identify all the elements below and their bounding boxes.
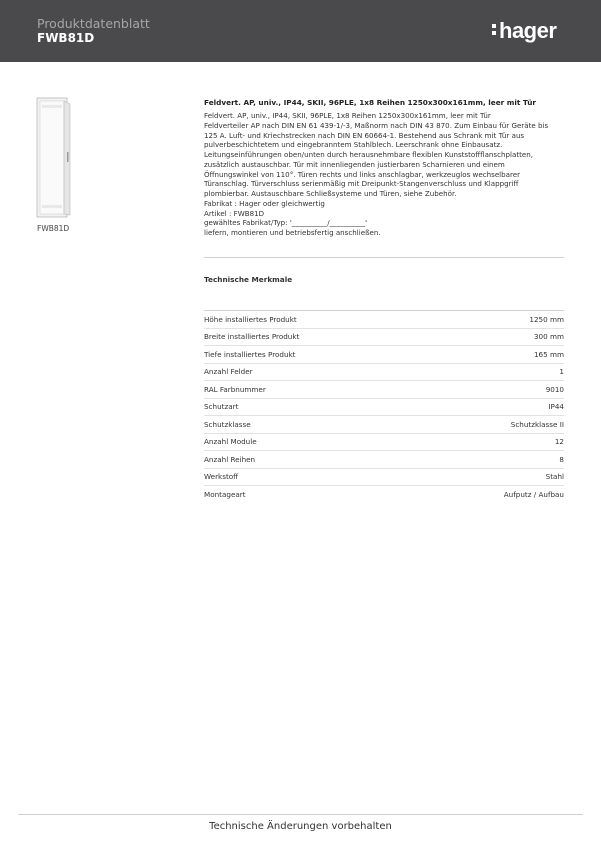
footer-divider: [18, 814, 583, 815]
spec-value: Schutzklasse II: [510, 419, 564, 429]
table-row: [204, 399, 564, 417]
spec-value: IP44: [548, 402, 564, 412]
table-row: [204, 329, 564, 347]
description-line: Feldvert. AP, univ., IP44, SKII, 96PLE, 1x8 Reihen 1250x300x161mm, leer mit Tür: [204, 111, 491, 120]
description-line: pulverbeschichtetem und eingebranntem Stahlblech. Leerschrank ohne Einbausatz.: [204, 140, 503, 150]
product-description-section: [204, 98, 564, 238]
description-line: Artikel : FWB81D: [204, 208, 265, 218]
specs-section-title: Technische Merkmale: [204, 275, 293, 284]
table-row: [204, 311, 564, 329]
table-row: [204, 469, 564, 487]
description-line: gewähltes Fabrikat/Typ: '__________/__________': [204, 218, 368, 228]
description-line: Feldverteiler AP nach DIN EN 61 439-1/-3, Maßnorm nach DIN 43 870. Zum Einbau für Geräte bis: [204, 120, 549, 130]
description-line: 125 A. Luft- und Kriechstrecken nach DIN EN 60664-1. Bestehend aus Schrank mit Tür aus: [204, 130, 525, 140]
specs-table: [204, 310, 564, 503]
table-row: [204, 451, 564, 469]
spec-value: 1250 mm: [529, 314, 564, 324]
section-divider: [204, 257, 564, 258]
description-text: [204, 111, 564, 238]
description-line: Leitungseinführungen oben/unten durch herausnehmbare flexiblen Kunststoffflanschplatten,: [204, 150, 534, 159]
spec-label: RAL Farbnummer: [204, 384, 266, 394]
table-row: [204, 381, 564, 399]
table-row: [204, 346, 564, 364]
description-line: liefern, montieren und betriebsfertig anschließen.: [204, 228, 381, 237]
spec-value: 8: [559, 454, 564, 464]
description-line: plombierbar. Austauschbare Schließsysteme und Türen, siehe Zubehör.: [204, 189, 457, 198]
spec-label: Höhe installiertes Produkt: [204, 314, 297, 324]
footer-note: Technische Änderungen vorbehalten: [209, 821, 392, 832]
product-title: Feldvert. AP, univ., IP44, SKII, 96PLE, 1x8 Reihen 1250x300x161mm, leer mit Tür: [204, 98, 536, 107]
cabinet-image: [34, 97, 74, 219]
description-line: zusätzlich austauschbar. Tür mit innenliegenden justierbaren Scharnieren und einem: [204, 159, 505, 169]
product-code: FWB81D: [37, 31, 95, 45]
table-row: [204, 416, 564, 434]
spec-label: Anzahl Reihen: [204, 454, 256, 464]
spec-value: 12: [554, 437, 564, 447]
spec-value: 9010: [545, 384, 564, 394]
table-row: [204, 434, 564, 452]
spec-label: Schutzklasse: [204, 419, 251, 429]
spec-label: Breite installiertes Produkt: [204, 332, 300, 342]
page-header: [0, 0, 601, 62]
table-row: [204, 364, 564, 382]
spec-value: 300 mm: [533, 332, 564, 342]
spec-value: Aufputz / Aufbau: [503, 489, 564, 499]
spec-label: Werkstoff: [204, 472, 239, 482]
spec-label: Anzahl Felder: [204, 367, 253, 377]
image-caption: FWB81D: [37, 224, 70, 233]
description-line: Fabrikat : Hager oder gleichwertig: [204, 198, 325, 208]
spec-value: 1: [559, 367, 564, 377]
spec-value: 165 mm: [533, 349, 564, 359]
table-row: [204, 486, 564, 503]
spec-value: Stahl: [545, 472, 564, 482]
spec-label: Tiefe installiertes Produkt: [204, 349, 296, 359]
hager-logo: [492, 18, 556, 44]
spec-label: Schutzart: [204, 402, 239, 412]
description-line: Öffnungswinkel von 110°. Türen rechts und links anschlagbar, werkzeuglos wechselbarer: [204, 169, 521, 179]
logo-text: hager: [499, 18, 557, 43]
logo-mark-icon: [492, 18, 498, 40]
description-line: Türanschlag. Türverschluss serienmäßig mit Dreipunkt-Stangenverschluss und Klappgriff: [204, 179, 519, 189]
document-type: Produktdatenblatt: [37, 16, 150, 31]
spec-label: Montageart: [204, 489, 246, 499]
spec-label: Anzahl Module: [204, 437, 257, 447]
